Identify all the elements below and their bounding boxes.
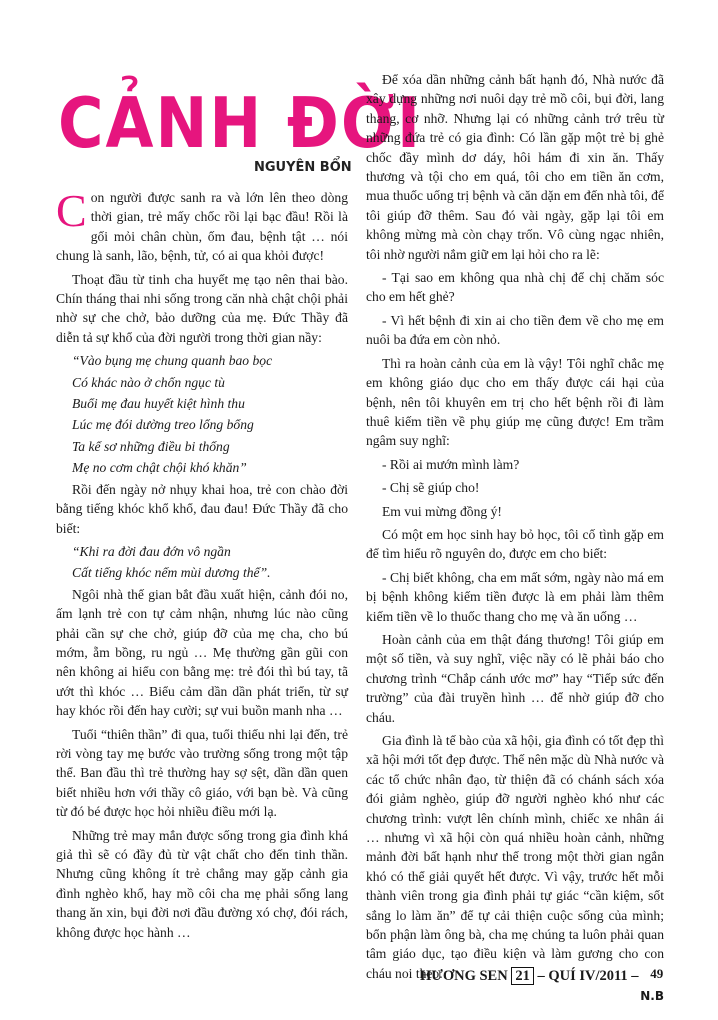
article-title: CẢNH ĐỜI — [58, 82, 423, 164]
publication-name: HƯƠNG SEN — [420, 968, 508, 984]
verse-line: Cất tiếng khóc nếm mùi dương thế”. — [72, 565, 271, 581]
paragraph: Gia đình là tế bào của xã hội, gia đình có tốt đẹp thì xã hội mới tốt đẹp được. Thế nên mặc dù Nhà nước và các tổ chức nhân đạo, từ thiện đã có chánh sách xóa đói giảm nghèo, giúp đỡ người nghèo khó như các chương trình: vượt lên chính mình, chiếc xe nhân ái … nhưng vì xã hội còn quá nhiều hoàn cảnh, những mảnh đời bất hạnh như thế trong một thời gian ngắn khó có thể giải quyết hết được. Vì vậy, trước hết mỗi thành viên trong gia đình phải tự giác “cần kiệm, sốt sắng lo làm ăn” để tự cải thiện cuộc sống của mình; bổn phận làm ông bà, cha mẹ chúng ta luôn phải quan tâm giáo dục, tạo điều kiện và làm gương cho con cháu noi theo. — [366, 733, 664, 981]
paragraph: Những trẻ may mắn được sống trong gia đình khá giả thì sẽ có đầy đủ từ vật chất cho đến tinh thần. Nhưng cũng không ít trẻ chẳng may gặp cảnh gia đình nghèo khổ, hay mồ côi cha mẹ phải sống lang thang ăn xin, bụi đời nơi đầu đường xó chợ, đói rách, không được học hành … — [56, 827, 348, 940]
verse-line: “Khi ra đời đau đớn vô ngần — [72, 543, 231, 559]
paragraph: Ngôi nhà thế gian bắt đầu xuất hiện, cảnh đói no, ấm lạnh trẻ con tự cảm nhận, nhưng lúc nào cũng phải cần sự che chở, giúp đỡ của mẹ cha, cho bú mớm, ẵm bồng, ru ngủ … Mẹ thường gần gũi con nên không ai hiểu con bằng mẹ: trẻ đói thì bú tay, tã ướt thì khóc … Biểu cảm dần dần phát triển, từ sự hay khóc rồi đến hay cười; sự vui buồn manh nha … — [56, 586, 348, 719]
dialogue-line: - Rồi ai mướn mình làm? — [382, 456, 520, 472]
page-footer — [420, 966, 680, 985]
dialogue-line: - Vì hết bệnh đi xin ai cho tiền đem về cho mẹ em nuôi ba đứa em còn nhỏ. — [366, 312, 664, 348]
issue-number-box: 21 — [511, 967, 534, 985]
intro-text: on người được sanh ra và lớn lên theo dòng thời gian, trẻ mấy chốc rồi lại bạc đầu! Rồi là gối mỏi chân chùn, ốm đau, bệnh tật … nói chung là sanh, lão, bệnh, tử, có ai qua khỏi được! — [56, 190, 348, 264]
dialogue-line: - Chị biết không, cha em mất sớm, ngày nào má em bị bệnh không kiếm tiền được là em phải làm thêm kiếm tiền về lo thuốc thang cho mẹ và ăn uống … — [366, 569, 664, 624]
paragraph: Rồi đến ngày nở nhụy khai hoa, trẻ con chào đời bằng tiếng khóc khổ khổ, đau đau! Đức Thầy đã cho biết: — [56, 481, 348, 536]
intro-paragraph — [56, 185, 348, 266]
issue-quarter: – QUÍ IV/2011 – — [537, 968, 639, 984]
author-name: NGUYÊN BỔN — [254, 160, 352, 175]
drop-cap: C — [56, 185, 87, 236]
page-number: 49 — [650, 966, 664, 981]
right-column — [366, 70, 664, 1007]
verse-line: Lúc mẹ đói dường treo lổng bổng — [72, 417, 254, 433]
dialogue-line: - Chị sẽ giúp cho! — [382, 480, 480, 496]
paragraph: Thì ra hoàn cảnh của em là vậy! Tôi nghĩ chắc mẹ em không giáo dục cho em thấy được cái hại của bệnh, nên tôi khuyên em trị cho hết bệnh rồi đi làm thuê kiếm tiền về phụ giúp mẹ cũng được! Em trầm ngâm suy nghĩ: — [366, 355, 664, 449]
dialogue-line: Em vui mừng đồng ý! — [382, 503, 502, 519]
verse-line: Buổi mẹ đau huyết kiệt hình thu — [72, 396, 245, 412]
paragraph: Có một em học sinh hay bỏ học, tôi cố tình gặp em để tìm hiểu rõ nguyên do, được em cho biết: — [366, 526, 664, 562]
verse-line: Mẹ no cơm chật chội khó khăn” — [72, 460, 247, 476]
signature: N.B — [640, 989, 664, 1004]
verse-line: Ta kể sơ những điều bi thống — [72, 438, 230, 454]
left-column — [56, 185, 348, 946]
paragraph: Để xóa dần những cảnh bất hạnh đó, Nhà nước đã xây dựng những nơi nuôi dạy trẻ mồ côi, bụi đời, lang thang, cơ nhỡ. Nhưng lại có những cảnh trớ trêu từ những đứa trẻ có gia đình: Có lần gặp một trẻ bị ghẻ chốc đầy mình dơ dáy, hôi hám đi xin ăn. Thấy thương và tội cho em quá, tôi cho em tiền ăn cơm, mua thuốc uống trị bệnh và căn dặn em đến nhà tôi, để tôi giúp đỡ thêm. Sau đó vài ngày, gặp lại tôi em không mừng mà còn chạy trốn. Vô cùng ngạc nhiên, tôi nhờ người nắm giữ em lại hỏi cho ra lẽ: — [366, 72, 664, 262]
dialogue-line: - Tại sao em không qua nhà chị để chị chăm sóc cho em hết ghẻ? — [366, 270, 664, 305]
paragraph: Thoạt đầu từ tinh cha huyết mẹ tạo nên thai bào. Chín tháng thai nhi sống trong căn nhà chật chội phải nhờ sự che chở, bảo dưỡng của mẹ. Đức Thầy đã diễn tả sự khổ của đời người trong thời gian nầy: — [56, 271, 348, 345]
verse-line: Có khác nào ở chốn ngục tù — [72, 374, 225, 390]
paragraph: Tuổi “thiên thần” đi qua, tuổi thiếu nhi lại đến, trẻ rời vòng tay mẹ bước vào trường sống trong một tập thể. Ban đầu thì trẻ thường hay sợ sệt, dần dần quen biết nhiều hơn với thầy cô giáo, với bạn bè. Và cũng từ đó bé được học hỏi nhiều điều mới lạ. — [56, 726, 348, 820]
verse-line: “Vào bụng mẹ chung quanh bao bọc — [72, 353, 273, 369]
paragraph: Hoàn cảnh của em thật đáng thương! Tôi giúp em một số tiền, và suy nghĩ, việc nầy có lẽ phải báo cho chương trình “Chắp cánh ước mơ” hay “Tiếp sức đến trường” của đài truyền hình … để nhờ giúp đỡ cho cháu. — [366, 631, 664, 725]
